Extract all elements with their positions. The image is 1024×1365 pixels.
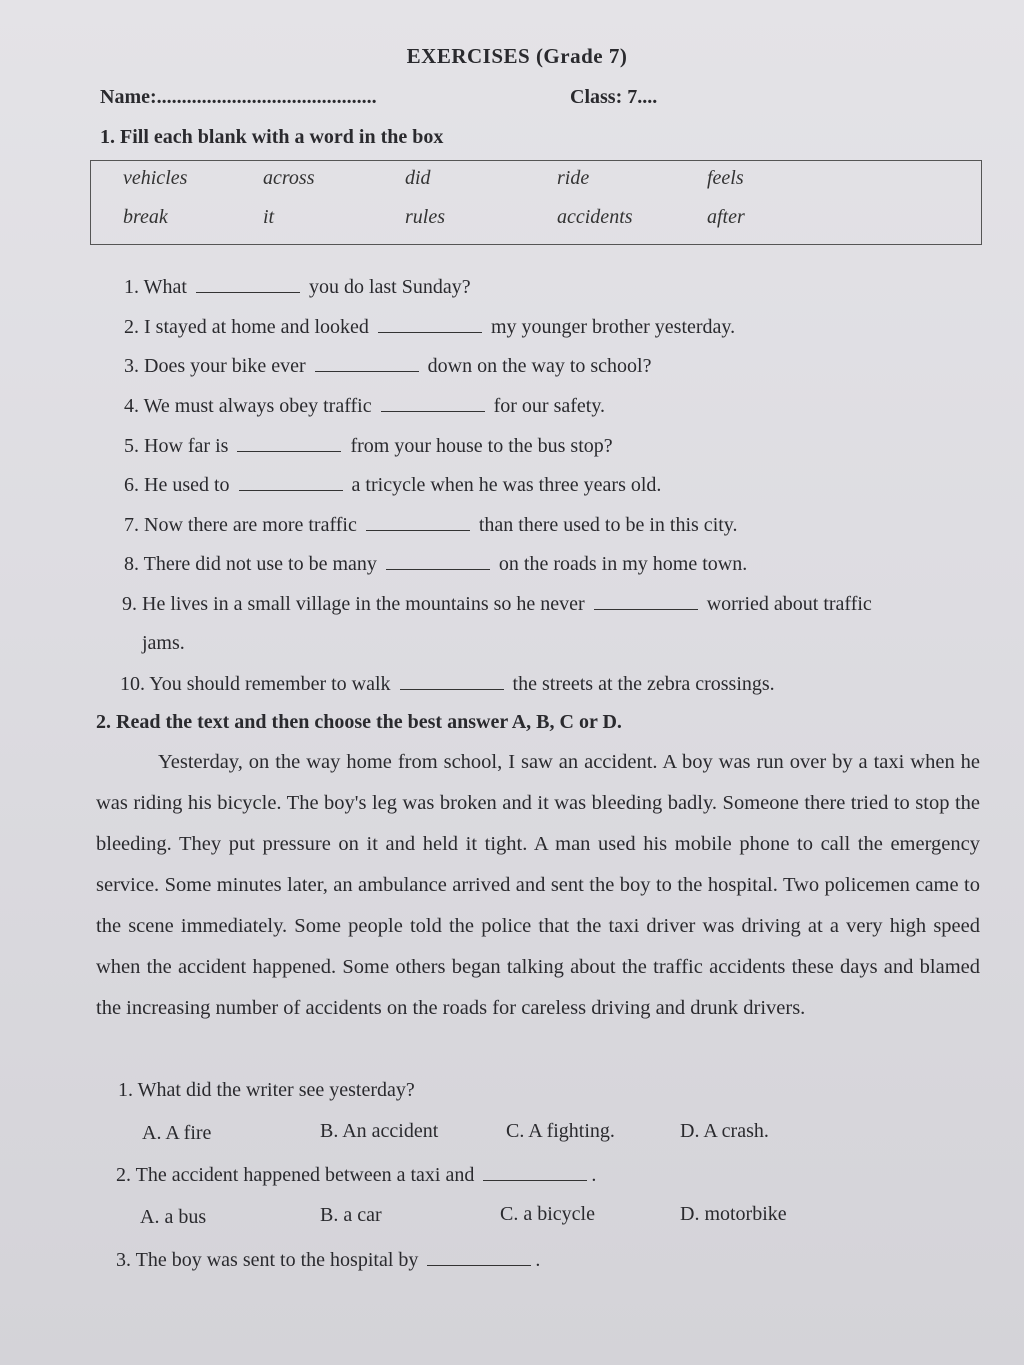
fill-question <box>124 512 738 537</box>
mc-question <box>116 1247 540 1272</box>
option-d[interactable]: D. A crash. <box>680 1120 769 1142</box>
fill-question <box>124 393 605 418</box>
section-2-heading: 2. Read the text and then choose the best answer A, B, C or D. <box>96 711 622 733</box>
fill-question <box>124 551 747 576</box>
word-box-item: vehicles <box>123 167 188 189</box>
question-text-after: from your house to the bus stop? <box>350 435 613 457</box>
question-number: 7. <box>124 514 139 536</box>
word-box-item: rules <box>405 206 445 228</box>
question-number: 10. <box>120 673 145 695</box>
question-text-after: my younger brother yesterday. <box>490 316 736 338</box>
question-text-before: Does your bike ever <box>144 355 306 377</box>
mc-question <box>116 1162 596 1187</box>
answer-blank[interactable] <box>315 353 419 372</box>
word-box <box>90 160 982 245</box>
question-text: 2. The accident happened between a taxi and <box>116 1164 475 1186</box>
option-a[interactable]: A. A fire <box>142 1122 212 1144</box>
mc-question: 1. What did the writer see yesterday? <box>118 1079 415 1101</box>
option-c[interactable]: C. a bicycle <box>500 1203 595 1225</box>
word-box-item: break <box>123 206 168 228</box>
word-box-item: did <box>405 167 431 189</box>
question-number: 8. <box>124 553 139 575</box>
fill-question <box>124 274 471 299</box>
question-text-before: He used to <box>144 474 230 496</box>
word-box-item: it <box>263 206 275 228</box>
question-end: . <box>591 1164 597 1186</box>
question-9-continuation: jams. <box>142 632 185 654</box>
fill-question <box>124 353 651 378</box>
question-number: 3. <box>124 355 139 377</box>
question-text-after: worried about traffic <box>706 593 872 615</box>
answer-blank[interactable] <box>378 314 482 333</box>
question-end: . <box>535 1249 541 1271</box>
answer-blank[interactable] <box>239 472 343 491</box>
question-text-before: I stayed at home and looked <box>144 316 369 338</box>
page-title: EXERCISES (Grade 7) <box>406 44 628 68</box>
answer-blank[interactable] <box>237 433 341 452</box>
fill-question <box>124 433 613 458</box>
answer-blank[interactable] <box>366 512 470 531</box>
question-text-after: for our safety. <box>493 395 606 417</box>
question-text-after: down on the way to school? <box>427 355 652 377</box>
answer-blank[interactable] <box>381 393 485 412</box>
name-field: Name:............................................ <box>100 86 377 108</box>
class-field: Class: 7.... <box>570 86 658 108</box>
question-text-after: than there used to be in this city. <box>478 514 738 536</box>
question-text: 3. The boy was sent to the hospital by <box>116 1249 419 1271</box>
section-1-heading: 1. Fill each blank with a word in the box <box>100 126 444 148</box>
answer-blank[interactable] <box>196 274 300 293</box>
passage-text: Yesterday, on the way home from school, I saw an accident. A boy was run over by a taxi when he was riding his bicycle. The boy's leg was broken and it was bleeding badly. Someone there tried to stop the bleeding. They put pressure on it and held it tight. A man used his mobile phone to call the emergency service. Some minutes later, an ambulance arrived and sent the boy to the hospital. Two policemen came to the scene immediately. Some people told the police that the taxi driver was driving at a very high speed when the accident happened. Some others began talking about the traffic accidents these days and blamed the increasing number of accidents on the roads for careless driving and drunk drivers. <box>96 751 980 1019</box>
question-text-after: a tricycle when he was three years old. <box>351 474 662 496</box>
option-d[interactable]: D. motorbike <box>680 1203 787 1225</box>
option-b[interactable]: B. An accident <box>320 1120 439 1142</box>
option-c[interactable]: C. A fighting. <box>506 1120 615 1142</box>
question-number: 5. <box>124 435 139 457</box>
question-number: 9. <box>122 593 137 615</box>
fill-question <box>120 671 775 696</box>
question-text-before: What <box>143 276 187 298</box>
question-text-before: Now there are more traffic <box>144 514 357 536</box>
word-box-item: after <box>707 206 745 228</box>
question-text-before: We must always obey traffic <box>143 395 372 417</box>
answer-blank[interactable] <box>427 1247 531 1266</box>
question-text-before: He lives in a small village in the mountains so he never <box>142 593 585 615</box>
question-number: 1. <box>124 276 139 298</box>
answer-blank[interactable] <box>400 671 504 690</box>
word-box-item: ride <box>557 167 590 189</box>
question-text-before: You should remember to walk <box>149 673 391 695</box>
question-text-after: the streets at the zebra crossings. <box>512 673 775 695</box>
question-number: 2. <box>124 316 139 338</box>
answer-blank[interactable] <box>386 551 490 570</box>
question-text-before: There did not use to be many <box>143 553 377 575</box>
fill-question <box>124 472 661 497</box>
question-number: 6. <box>124 474 139 496</box>
question-text-after: on the roads in my home town. <box>498 553 748 575</box>
word-box-item: accidents <box>557 206 633 228</box>
fill-question <box>124 314 735 339</box>
word-box-item: across <box>263 167 315 189</box>
question-number: 4. <box>124 395 139 417</box>
question-text-after: you do last Sunday? <box>308 276 471 298</box>
reading-passage <box>96 742 980 1029</box>
option-b[interactable]: B. a car <box>320 1204 382 1226</box>
fill-question <box>122 591 872 616</box>
answer-blank[interactable] <box>483 1162 587 1181</box>
question-text-before: How far is <box>144 435 229 457</box>
option-a[interactable]: A. a bus <box>140 1206 207 1228</box>
word-box-item: feels <box>707 167 744 189</box>
answer-blank[interactable] <box>594 591 698 610</box>
